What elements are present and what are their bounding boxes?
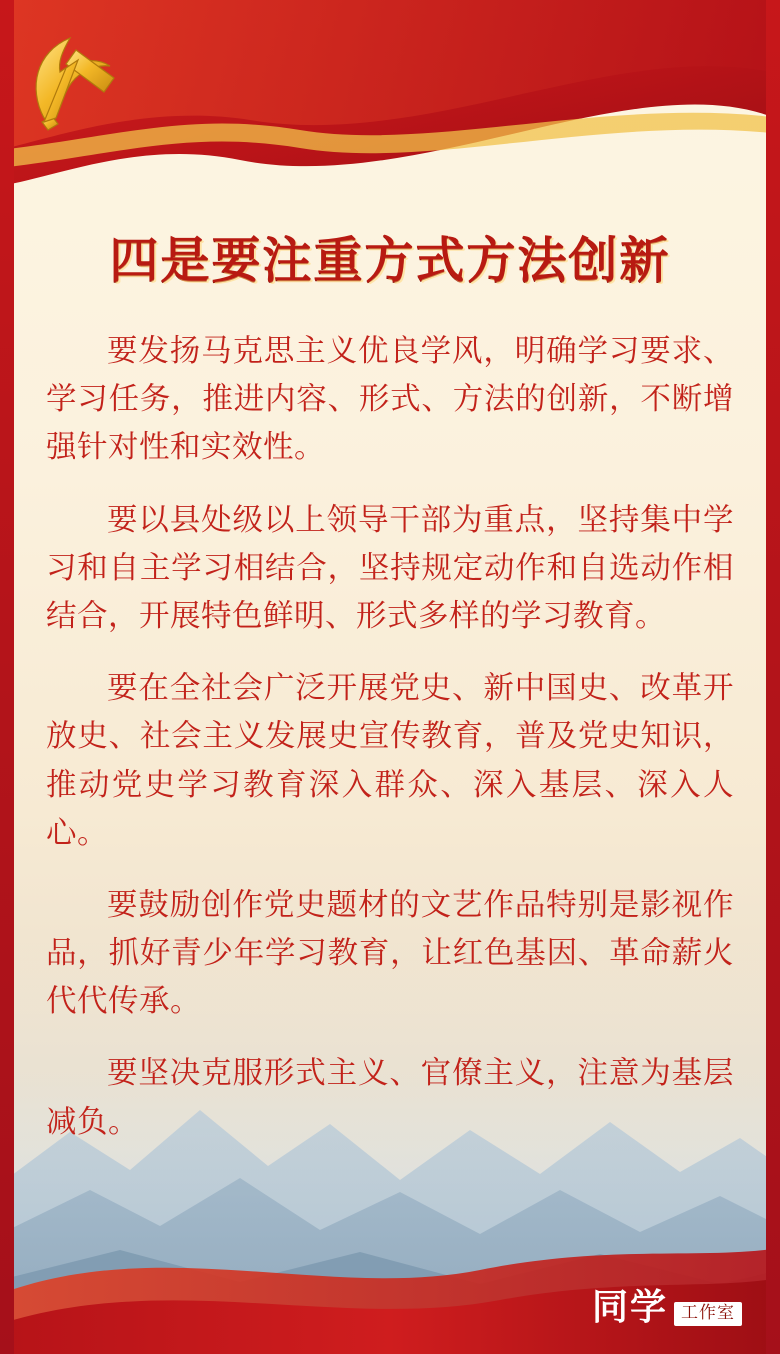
body-paragraph: 要坚决克服形式主义、官僚主义，注意为基层减负。 <box>46 1056 734 1140</box>
frame-edge-left <box>0 0 14 1354</box>
page-title: 四是要注重方式方法创新 <box>109 232 671 289</box>
body-paragraph: 要发扬马克思主义优良学风，明确学习要求、学习任务，推进内容、形式、方法的创新，不断增强针对性和实效性。 <box>46 334 734 466</box>
body-paragraph: 要鼓励创作党史题材的文艺作品特别是影视作品，抓好青少年学习教育，让红色基因、革命薪火代代传承。 <box>46 887 734 1020</box>
frame-edge-right <box>766 0 780 1354</box>
body-paragraph: 要以县处级以上领导干部为重点，坚持集中学习和自主学习相结合，坚持规定动作和自选动作相结合，开展特色鲜明、形式多样的学习教育。 <box>46 502 734 634</box>
poster-content <box>0 200 780 1171</box>
brand-name: 同学 <box>591 1287 668 1328</box>
body-paragraph: 要在全社会广泛开展党史、新中国史、改革开放史、社会主义发展史宣传教育，普及党史知识，推动党史学习教育深入群众、深入基层、深入人心。 <box>46 671 734 851</box>
brand-suffix: 工作室 <box>674 1302 742 1326</box>
party-emblem-hammer-sickle-icon <box>18 22 138 142</box>
brand-logo <box>591 1287 742 1328</box>
